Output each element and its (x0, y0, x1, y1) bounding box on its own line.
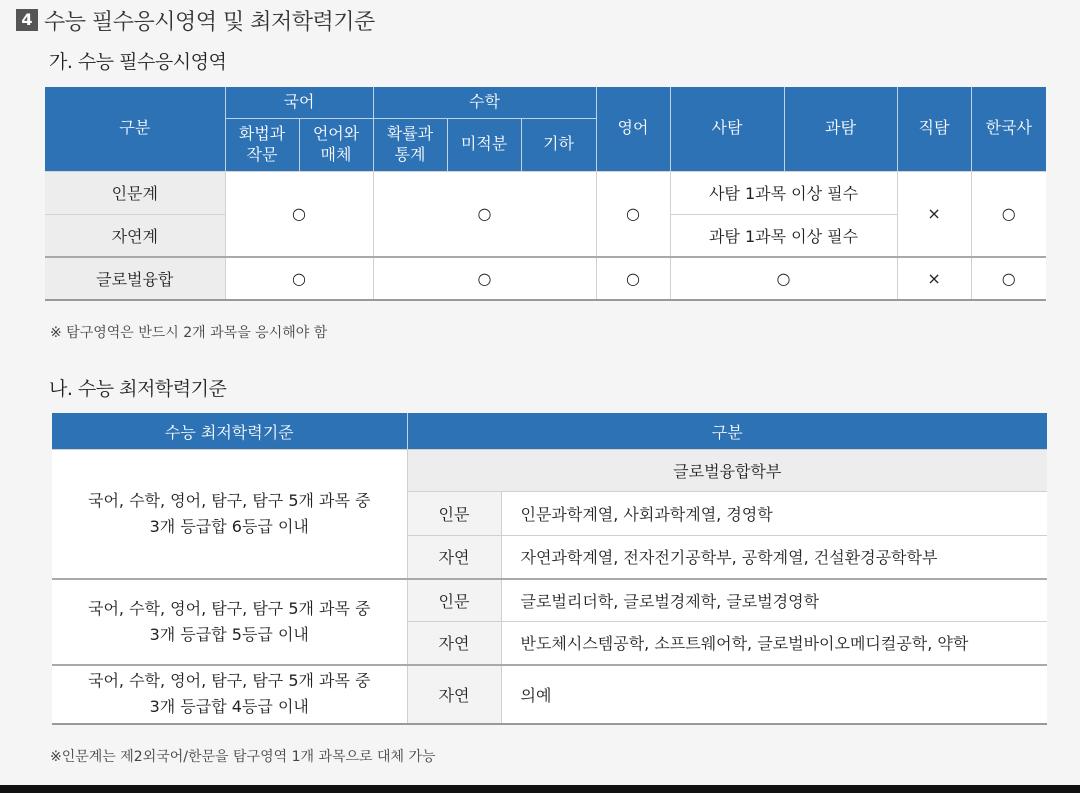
dept-head-global: 글로벌융합학부 (407, 450, 1047, 492)
section1-title: 가. 수능 필수응시영역 (49, 51, 227, 73)
section2-title: 나. 수능 최저학력기준 (49, 378, 227, 400)
row-natural: 자연계 (45, 214, 225, 257)
header-math-sub-2: 미적분 (447, 118, 521, 171)
header-category: 구분 (407, 413, 1047, 450)
header-criteria: 수능 최저학력기준 (52, 413, 407, 450)
global-history-mark: ○ (971, 257, 1046, 300)
field-label: 자연 (407, 622, 501, 665)
natural-inquiry: 과탐 1과목 이상 필수 (670, 214, 897, 257)
criteria-6-line2: 3개 등급합 6등급 이내 (149, 516, 309, 536)
criteria-4 (52, 665, 407, 724)
dept-list: 글로벌리더학, 글로벌경제학, 글로벌경영학 (501, 579, 1047, 622)
global-english-mark: ○ (596, 257, 670, 300)
required-subjects-table (45, 87, 1046, 301)
criteria-6-line1: 국어, 수학, 영어, 탐구, 탐구 5개 과목 중 (87, 491, 371, 511)
criteria-5-line1: 국어, 수학, 영어, 탐구, 탐구 5개 과목 중 (87, 598, 371, 618)
global-korean-mark: ○ (225, 257, 373, 300)
header-korean: 국어 (225, 87, 373, 118)
header-korean-sub-1: 화법과 작문 (225, 118, 299, 171)
page-title-text: 수능 필수응시영역 및 최저학력기준 (44, 9, 375, 35)
header-history: 한국사 (971, 87, 1046, 171)
math-mark: ○ (373, 171, 596, 257)
header-math: 수학 (373, 87, 596, 118)
global-inquiry-mark: ○ (670, 257, 897, 300)
header-gubun: 구분 (45, 87, 225, 171)
criteria-5-line2: 3개 등급합 5등급 이내 (149, 624, 309, 644)
dept-list: 의예 (501, 665, 1047, 724)
page-title (16, 5, 375, 35)
row-humanities: 인문계 (45, 171, 225, 214)
dept-list: 반도체시스템공학, 소프트웨어학, 글로벌바이오메디컬공학, 약학 (501, 622, 1047, 665)
global-math-mark: ○ (373, 257, 596, 300)
bottom-bar (0, 785, 1080, 793)
section1-note: ※ 탐구영역은 반드시 2개 과목을 응시해야 함 (50, 325, 328, 341)
dept-list: 자연과학계열, 전자전기공학부, 공학계열, 건설환경공학학부 (501, 536, 1047, 579)
criteria-6 (52, 450, 407, 579)
header-social: 사탐 (670, 87, 784, 171)
section2-note: ※인문계는 제2외국어/한문을 탐구영역 1개 과목으로 대체 가능 (50, 749, 436, 765)
section-number-badge: 4 (16, 9, 38, 31)
field-label: 인문 (407, 579, 501, 622)
header-math-sub-1: 확률과 통계 (373, 118, 447, 171)
header-math-sub-3: 기하 (521, 118, 596, 171)
criteria-4-line1: 국어, 수학, 영어, 탐구, 탐구 5개 과목 중 (87, 671, 371, 691)
row-global: 글로벌융합 (45, 257, 225, 300)
english-mark: ○ (596, 171, 670, 257)
field-label: 인문 (407, 492, 501, 536)
header-vocational: 직탐 (897, 87, 971, 171)
korean-mark: ○ (225, 171, 373, 257)
vocational-mark: × (897, 171, 971, 257)
header-science: 과탐 (784, 87, 897, 171)
dept-list: 인문과학계열, 사회과학계열, 경영학 (501, 492, 1047, 536)
global-vocational-mark: × (897, 257, 971, 300)
history-mark: ○ (971, 171, 1046, 257)
field-label: 자연 (407, 665, 501, 724)
header-korean-sub-2: 언어와 매체 (299, 118, 373, 171)
header-english: 영어 (596, 87, 670, 171)
humanities-inquiry: 사탐 1과목 이상 필수 (670, 171, 897, 214)
field-label: 자연 (407, 536, 501, 579)
minimum-standard-table (52, 413, 1047, 725)
criteria-4-line2: 3개 등급합 4등급 이내 (149, 697, 309, 716)
criteria-5 (52, 579, 407, 665)
